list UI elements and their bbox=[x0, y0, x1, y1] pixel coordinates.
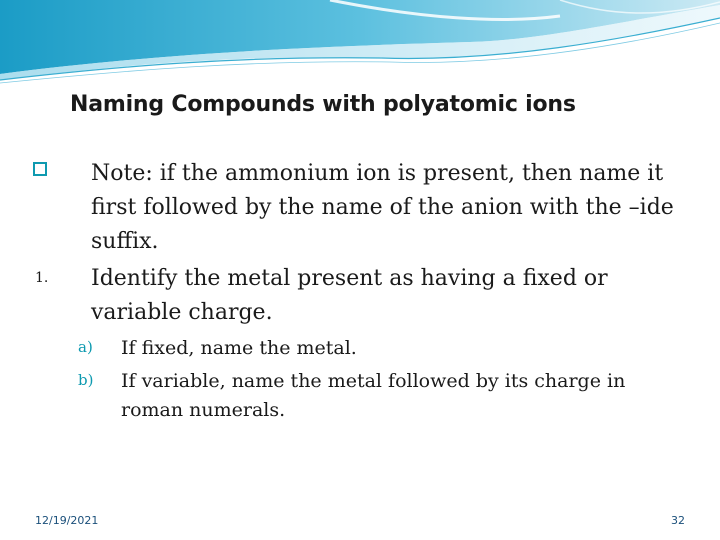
sub-item-label: a) bbox=[78, 338, 93, 356]
sub-item-label: b) bbox=[78, 371, 94, 389]
note-text: Note: if the ammonium ion is present, then name it first followed by the name of the anion with the –ide suffix. bbox=[91, 161, 674, 254]
sub-item-text: If variable, name the metal followed by its charge in roman numerals. bbox=[121, 370, 626, 421]
sub-item-text: If fixed, name the metal. bbox=[121, 337, 357, 359]
square-bullet-icon bbox=[33, 162, 47, 176]
page-number: 32 bbox=[671, 514, 685, 527]
step-text: Identify the metal present as having a fixed or variable charge. bbox=[91, 266, 608, 325]
footer-date: 12/19/2021 bbox=[35, 514, 99, 527]
slide-title: Naming Compounds with polyatomic ions bbox=[70, 92, 576, 117]
item-number: 1. bbox=[35, 270, 49, 286]
